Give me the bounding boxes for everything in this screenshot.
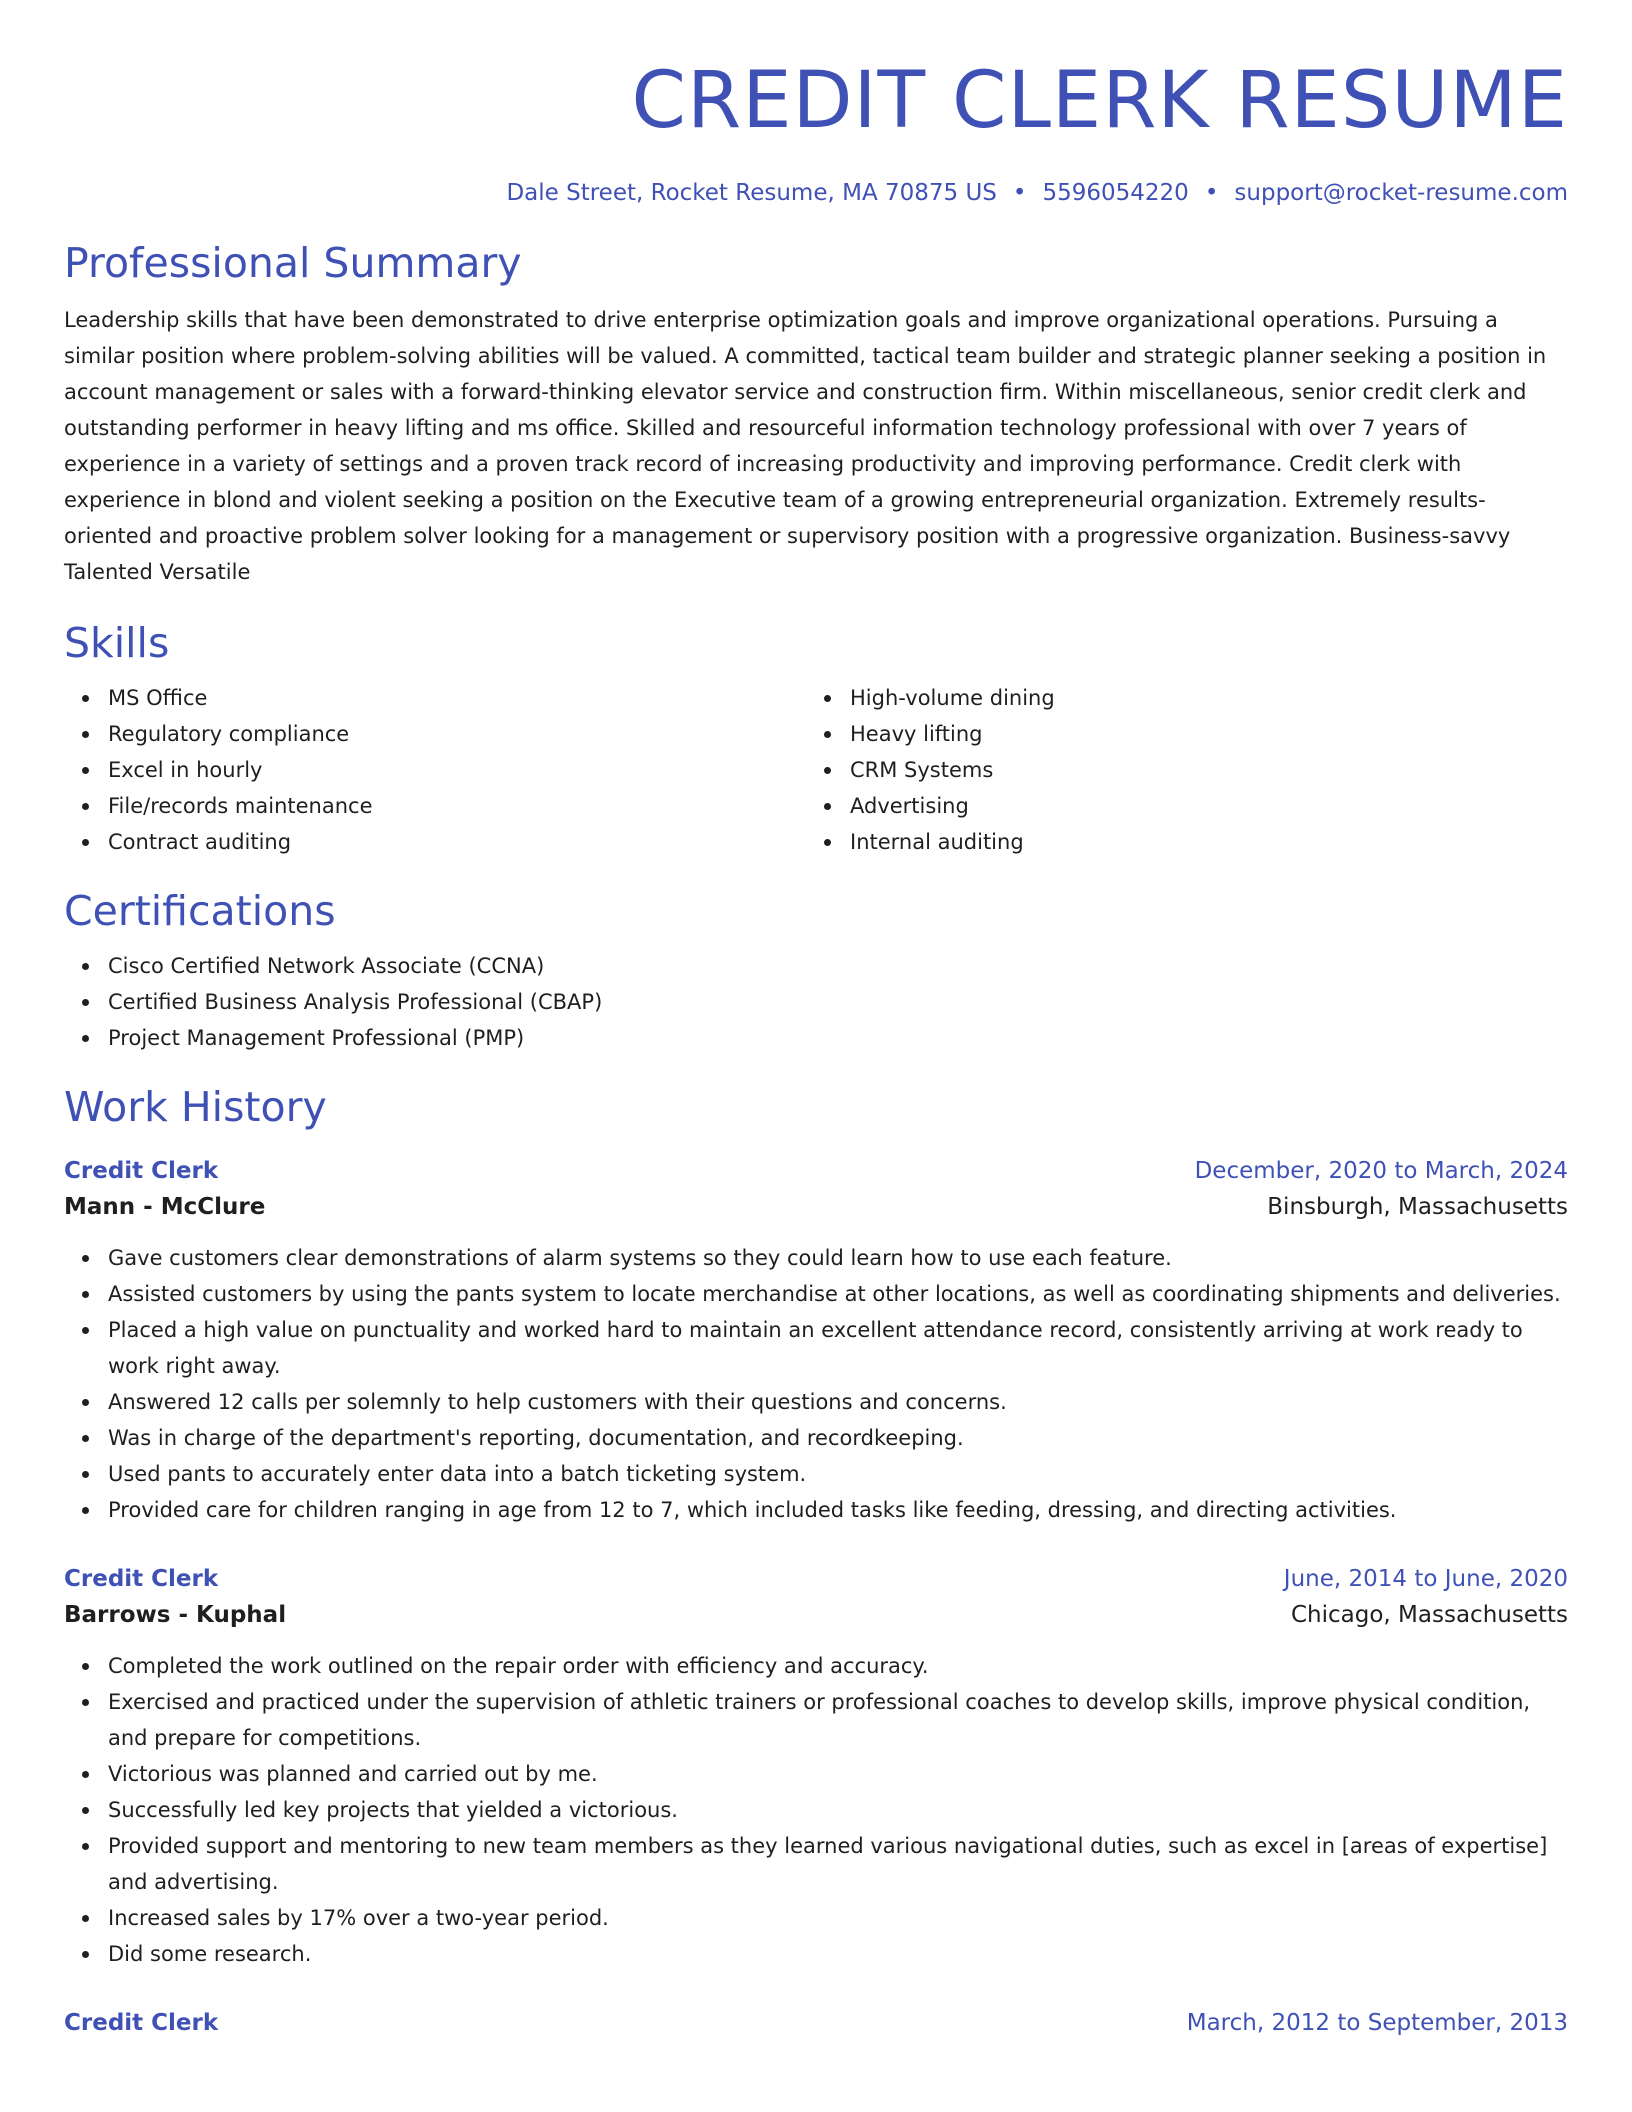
job-dates: June, 2014 to June, 2020 [1283,1566,1568,1592]
contact-phone: 5596054220 [1042,180,1189,206]
resume-title: CREDIT CLERK RESUME [631,56,1568,146]
skill-item: Heavy lifting [850,716,1548,752]
certification-item: Project Management Professional (PMP) [108,1020,1568,1056]
skill-item: Advertising [850,788,1548,824]
contact-email: support@rocket-resume.com [1234,180,1568,206]
skills-column-left [64,680,806,860]
resume-header [64,0,1568,208]
job-duty-item: Did some research. [108,1936,1568,1972]
job-company: Barrows - Kuphal [64,1602,287,1628]
skills-column-right [806,680,1548,860]
section-heading: Skills [64,619,170,667]
professional-summary-section [64,238,1568,590]
contact-separator: • [1012,180,1027,206]
job-title: Credit Clerk [64,2010,219,2036]
contact-separator: • [1204,180,1219,206]
job-dates: March, 2012 to September, 2013 [1186,2010,1568,2036]
skill-item: CRM Systems [850,752,1548,788]
work-history-section [64,1082,1568,2040]
job-entry [64,1154,1568,1528]
section-heading: Work History [64,1083,327,1131]
job-duty-item: Completed the work outlined on the repair order with efficiency and accuracy. [108,1648,1568,1684]
skill-item: File/records maintenance [108,788,806,824]
skills-section [64,618,1568,860]
skill-item: Internal auditing [850,824,1548,860]
skill-item: Contract auditing [108,824,806,860]
job-entry [64,2006,1568,2040]
skill-item: Regulatory compliance [108,716,806,752]
skill-item: Excel in hourly [108,752,806,788]
job-duty-item: Successfully led key projects that yielded a victorious. [108,1792,1568,1828]
job-duty-item: Was in charge of the department's reporting, documentation, and recordkeeping. [108,1420,1568,1456]
job-duties-list [64,1648,1568,1972]
job-duty-item: Used pants to accurately enter data into a batch ticketing system. [108,1456,1568,1492]
contact-line [64,178,1568,208]
job-duty-item: Provided support and mentoring to new team members as they learned various navigational duties, such as excel in [areas of expertise] and advertising. [108,1828,1568,1900]
job-duty-item: Assisted customers by using the pants system to locate merchandise at other locations, as well as coordinating shipments and deliveries. [108,1276,1568,1312]
job-title: Credit Clerk [64,1566,219,1592]
job-duties-list [64,1240,1568,1528]
job-duty-item: Placed a high value on punctuality and worked hard to maintain an excellent attendance record, consistently arriving at work ready to work right away. [108,1312,1568,1384]
contact-address: Dale Street, Rocket Resume, MA 70875 US [506,180,997,206]
job-title-row [64,1562,1568,1596]
job-company: Mann - McClure [64,1194,266,1220]
job-duty-item: Provided care for children ranging in age from 12 to 7, which included tasks like feeding, dressing, and directing activities. [108,1492,1568,1528]
job-entry [64,1562,1568,1972]
certifications-list [64,948,1568,1056]
certification-item: Cisco Certified Network Associate (CCNA) [108,948,1568,984]
skill-item: High-volume dining [850,680,1548,716]
job-location: Binsburgh, Massachusetts [1267,1194,1568,1220]
job-dates: December, 2020 to March, 2024 [1194,1158,1568,1184]
job-duty-item: Answered 12 calls per solemnly to help customers with their questions and concerns. [108,1384,1568,1420]
skills-grid [64,680,1568,860]
job-duty-item: Gave customers clear demonstrations of alarm systems so they could learn how to use each feature. [108,1240,1568,1276]
job-location: Chicago, Massachusetts [1290,1602,1568,1628]
job-duty-item: Exercised and practiced under the supervision of athletic trainers or professional coaches to develop skills, improve physical condition, and prepare for competitions. [108,1684,1568,1756]
certification-item: Certified Business Analysis Professional (CBAP) [108,984,1568,1020]
section-heading: Professional Summary [64,239,522,287]
job-title-row [64,2006,1568,2040]
section-heading: Certifications [64,887,336,935]
job-company-row [64,1188,1568,1226]
job-duty-item: Victorious was planned and carried out by me. [108,1756,1568,1792]
skill-item: MS Office [108,680,806,716]
job-title: Credit Clerk [64,1158,219,1184]
job-duty-item: Increased sales by 17% over a two-year period. [108,1900,1568,1936]
job-title-row [64,1154,1568,1188]
job-company-row [64,1596,1568,1634]
certifications-section [64,886,1568,1056]
summary-text: Leadership skills that have been demonstrated to drive enterprise optimization goals and improve organizational operations. Pursuing a similar position where problem-solving abilities will be valued. A committed, tactical team builder and strategic planner seeking a position in account management or sales with a forward-thinking elevator service and construction firm. Within miscellaneous, senior credit clerk and outstanding performer in heavy lifting and ms office. Skilled and resourceful information technology professional with over 7 years of experience in a variety of settings and a proven track record of increasing productivity and improving performance. Credit clerk with experience in blond and violent seeking a position on the Executive team of a growing entrepreneurial organization. Extremely results-oriented and proactive problem solver looking for a management or supervisory position with a progressive organization. Business-savvy Talented Versatile [64,308,1547,584]
